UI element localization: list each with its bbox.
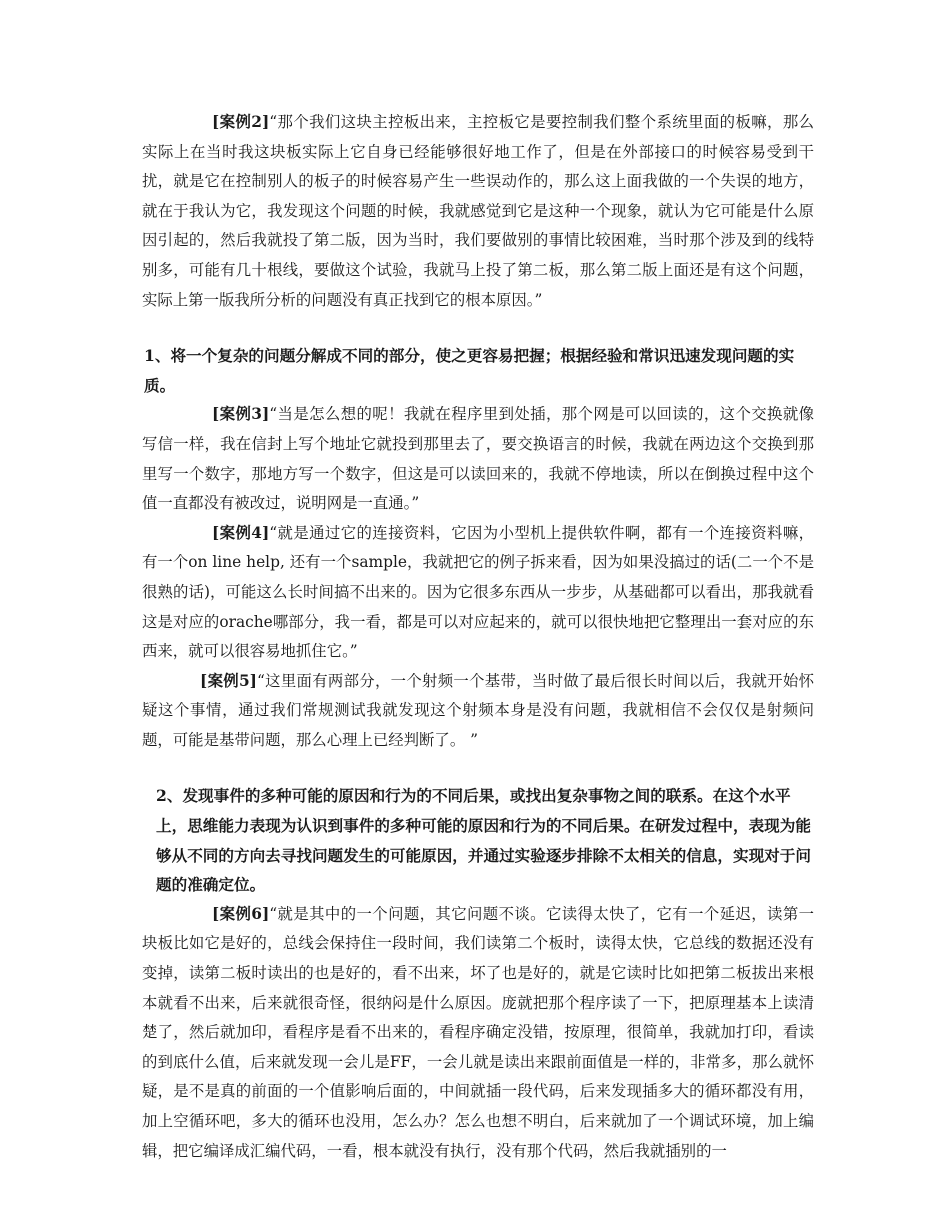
case-6-label: [案例6] — [212, 904, 270, 923]
section-heading-2: 2、发现事件的多种可能的原因和行为的不同后果，或找出复杂事物之间的联系。在这个水平上，思维能力表现为认识到事件的多种可能的原因和行为的不同后果。在研发过程中，表现为能够从不同的方向去寻找问题发生的可能原因，并通过实验逐步排除不太相关的信息，实现对于问题的准确定位。 — [156, 786, 811, 895]
case-5-paragraph — [142, 667, 814, 756]
document-page — [142, 108, 814, 1166]
case-3-paragraph — [142, 400, 814, 518]
case-2-label: [案例2] — [212, 113, 270, 131]
case-3-text: “当是怎么想的呢！我就在程序里到处插，那个网是可以回读的，这个交换就像写信一样，我在信封上写个地址它就投到那里去了，要交换语言的时候，我就在两边这个交换到那里写一个数字，那地方写一个数字，但这是可以读回来的，我就不停地读，所以在倒换过程中这个值一直都没有被改过，说明网是一直通。” — [142, 405, 814, 513]
case-5-label: [案例5] — [200, 671, 257, 690]
case-6-paragraph — [142, 900, 814, 1166]
section-heading-1: 1、将一个复杂的问题分解成不同的部分，使之更容易把握；根据经验和常识迅速发现问题的实质。 — [144, 346, 795, 395]
case-2-paragraph — [142, 108, 814, 315]
case-3-label: [案例3] — [212, 405, 270, 424]
case-6-text: “就是其中的一个问题，其它问题不谈。它读得太快了，它有一个延迟，读第一块板比如它是好的，总线会保持住一段时间，我们读第二个板时，读得太快，它总线的数据还没有变掉，读第二板时读出的也是好的，看不出来，坏了也是好的，就是它读时比如把第二板拔出来根本就看不出来，后来就很奇怪，很纳闷是什么原因。庞就把那个程序读了一下，把原理基本上读清楚了，然后就加印，看程序是看不出来的，看程序确定没错，按原理，很简单，我就加打印，看读的到底什么值，后来就发现一会儿是FF，一会儿就是读出来跟前面值是一样的，非常多，那么就怀疑，是不是真的前面的一个值影响后面的，中间就插一段代码，后来发现插多大的循环都没有用，加上空循环吧，多大的循环也没用，怎么办？怎么也想不明白，后来就加了一个调试环境，加上编辑，把它编译成汇编代码，一看，根本就没有执行，没有那个代码，然后我就插别的一 — [142, 904, 814, 1160]
case-2-text: “那个我们这块主控板出来，主控板它是要控制我们整个系统里面的板嘛，那么实际上在当时我这块板实际上它自身已经能够很好地工作了，但是在外部接口的时候容易受到干扰，就是它在控制别人的板子的时候容易产生一些误动作的，那么这上面我做的一个失误的地方，就在于我认为它，我发现这个问题的时候，我就感觉到它是这种一个现象，就认为它可能是什么原因引起的，然后我就投了第二版，因为当时，我们要做别的事情比较困难，当时那个涉及到的线特别多，可能有几十根线，要做这个试验，我就马上投了第二板，那么第二版上面还是有这个问题，实际上第一版我所分析的问题没有真正找到它的根本原因。” — [142, 113, 814, 309]
case-5-text: “这里面有两部分，一个射频一个基带，当时做了最后很长时间以后，我就开始怀疑这个事情，通过我们常规测试我就发现这个射频本身是没有问题，我就相信不会仅仅是射频问题，可能是基带问题，那么心理上已经判断了。 ” — [142, 671, 815, 749]
case-4-paragraph — [142, 519, 814, 667]
case-4-text: “就是通过它的连接资料，它因为小型机上提供软件啊，都有一个连接资料嘛，有一个on line help, 还有一个sample，我就把它的例子拆来看，因为如果没搞过的话(二一个不是很熟的话)，可能这么长时间搞不出来的。因为它很多东西从一步步，从基础都可以看出，那我就看这是对应的orache哪部分，我一看，都是可以对应起来的，就可以很快地把它整理出一套对应的东西来，就可以很容易地抓住它。” — [142, 523, 814, 661]
case-4-label: [案例4] — [212, 523, 270, 542]
